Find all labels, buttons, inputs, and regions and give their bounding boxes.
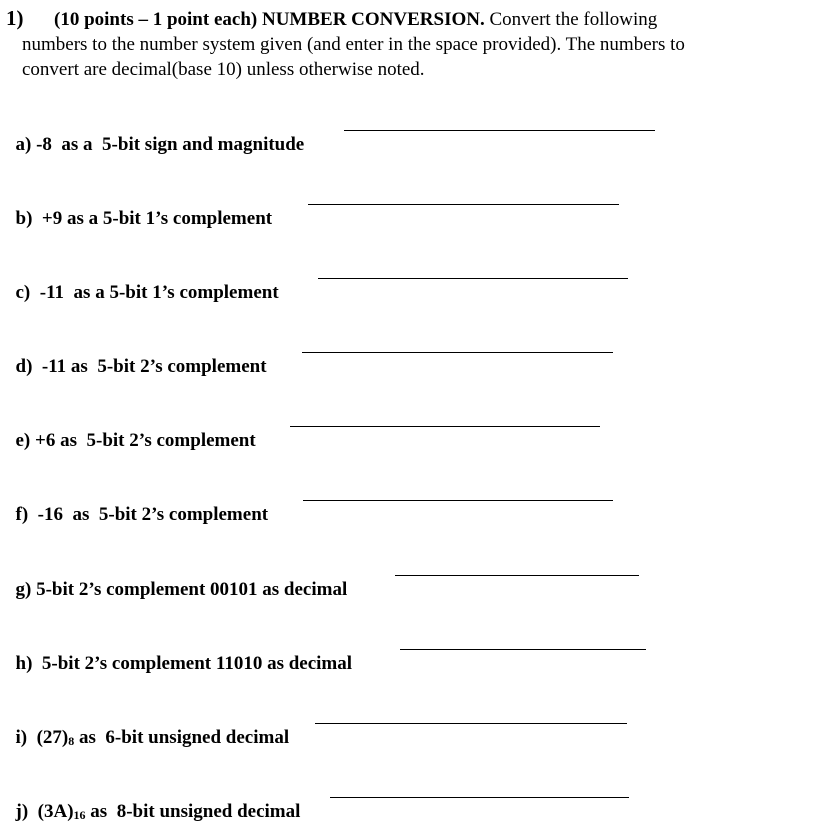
question-c — [6, 254, 279, 303]
question-g — [6, 551, 348, 600]
question-b — [6, 180, 273, 229]
question-letter: f) — [15, 504, 29, 525]
answer-field-e[interactable] — [290, 426, 600, 427]
question-d — [6, 328, 267, 377]
question-letter: b) — [15, 208, 33, 229]
instruction-text-2: numbers to the number system given (and enter in the space provided). The numbers to — [22, 34, 685, 55]
question-letter: h) — [15, 653, 33, 674]
answer-field-f[interactable] — [303, 500, 613, 501]
answer-field-b[interactable] — [308, 204, 619, 205]
question-text-pre: (3A) — [28, 801, 74, 822]
question-text: +9 as a 5-bit 1’s complement — [32, 208, 273, 229]
question-text: +6 as 5-bit 2’s complement — [30, 430, 256, 451]
question-letter: a) — [15, 134, 32, 155]
question-letter: d) — [15, 356, 33, 377]
question-text-post: as 8-bit unsigned decimal — [85, 801, 301, 822]
problem-number: 1) — [6, 6, 24, 30]
question-a — [6, 106, 305, 155]
question-letter: g) — [15, 579, 32, 600]
question-text-post: as 6-bit unsigned decimal — [74, 727, 290, 748]
answer-field-j[interactable] — [330, 797, 629, 798]
instruction-text-3: convert are decimal(base 10) unless otherwise noted. — [22, 59, 425, 80]
question-letter: e) — [15, 430, 31, 451]
instruction-text-1: Convert the following — [484, 9, 658, 30]
base-subscript: 8 — [68, 734, 75, 748]
points-label: (10 points – 1 point each) — [54, 9, 258, 30]
question-text-pre: (27) — [27, 727, 69, 748]
answer-field-d[interactable] — [302, 352, 613, 353]
question-j — [6, 773, 301, 822]
question-f — [6, 476, 269, 525]
answer-field-a[interactable] — [344, 130, 655, 131]
answer-field-c[interactable] — [318, 278, 628, 279]
question-text: 5-bit 2’s complement 11010 as decimal — [32, 653, 353, 674]
question-letter: c) — [15, 282, 31, 303]
answer-field-h[interactable] — [400, 649, 646, 650]
question-i — [6, 699, 290, 748]
problem-topic: NUMBER CONVERSION. — [261, 9, 485, 30]
answer-field-i[interactable] — [315, 723, 627, 724]
question-text: -8 as a 5-bit sign and magnitude — [31, 134, 305, 155]
question-text: 5-bit 2’s complement 00101 as decimal — [31, 579, 348, 600]
question-text: -11 as 5-bit 2’s complement — [32, 356, 267, 377]
question-letter: i) — [15, 727, 28, 748]
answer-field-g[interactable] — [395, 575, 639, 576]
question-letter: j) — [15, 801, 29, 822]
question-h — [6, 625, 353, 674]
question-e — [6, 402, 256, 451]
problem-header — [6, 6, 806, 82]
base-subscript: 16 — [73, 808, 86, 822]
question-text: -11 as a 5-bit 1’s complement — [30, 282, 279, 303]
question-text: -16 as 5-bit 2’s complement — [28, 504, 269, 525]
